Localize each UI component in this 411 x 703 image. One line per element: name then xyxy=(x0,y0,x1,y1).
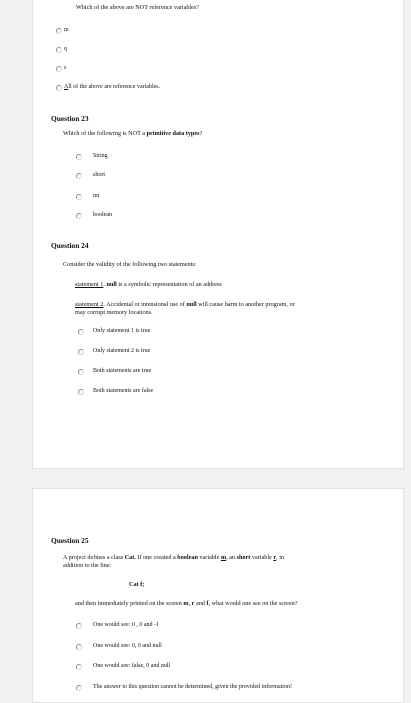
q23-option-string-radio[interactable] xyxy=(76,154,82,160)
q25-prompt-followup: and then immediately printed on the screen m, r and f, what would one see on the screen? xyxy=(75,600,298,607)
q24-option-4-label: Both statements are false xyxy=(93,388,154,394)
q23-option-boolean-label: boolean xyxy=(93,212,112,218)
q25-prompt-line-1: A project defines a class Cat. If one created a boolean variable m, an short variable r, in xyxy=(63,554,285,561)
q24-option-2-radio[interactable] xyxy=(78,349,84,355)
q24-title: Question 24 xyxy=(51,241,89,250)
q25-option-3-radio[interactable] xyxy=(76,664,82,670)
q23-option-short-label: short xyxy=(93,172,105,178)
q25-option-1-radio[interactable] xyxy=(76,623,82,629)
q24-option-4-radio[interactable] xyxy=(78,389,84,395)
q25-prompt-line-2: addition to the line: xyxy=(63,562,112,569)
q23-option-boolean-radio[interactable] xyxy=(76,213,82,219)
q23-prompt: Which of the following is NOT a primitive data types? xyxy=(63,130,203,137)
q25-code-line: Cat f; xyxy=(129,581,145,588)
q22-option-m-radio[interactable] xyxy=(56,28,62,34)
q24-prompt: Consider the validity of the following two statements: xyxy=(63,261,197,268)
q23-option-int-radio[interactable] xyxy=(76,194,82,200)
q24-option-1-radio[interactable] xyxy=(78,329,84,335)
q22-prompt: Which of the above are NOT reference variables? xyxy=(76,4,200,11)
q22-option-all-label: All of the above are reference variables. xyxy=(64,84,161,90)
q24-option-3-radio[interactable] xyxy=(78,369,84,375)
q23-option-string-label: String xyxy=(93,153,108,159)
q22-option-q-label: q xyxy=(64,46,67,52)
q22-option-s-radio[interactable] xyxy=(56,66,62,72)
q25-title: Question 25 xyxy=(51,536,89,545)
q25-option-2-radio[interactable] xyxy=(76,644,82,650)
q25-option-4-radio[interactable] xyxy=(76,685,82,691)
q23-title: Question 23 xyxy=(51,114,89,123)
q24-statement-1: statement 1. null is a symbolic representation of an address xyxy=(75,281,222,288)
q22-option-all-radio[interactable] xyxy=(56,85,62,91)
question-panel-top xyxy=(32,0,404,469)
q24-option-3-label: Both statements are true xyxy=(93,368,152,374)
q25-option-1-label: One would see: 0 , 0 and -1 xyxy=(93,622,159,628)
q24-option-1-label: Only statement 1 is true xyxy=(93,328,151,334)
q22-option-m-label: m xyxy=(64,27,69,33)
q23-option-int-label: int xyxy=(93,193,100,199)
question-panel-bottom xyxy=(32,488,404,703)
q25-option-3-label: One would see: false, 0 and null xyxy=(93,663,171,669)
q25-option-2-label: One would see: 0, 0 and null xyxy=(93,643,162,649)
q23-option-short-radio[interactable] xyxy=(76,173,82,179)
q24-statement-2-continued: may corrupt memory locations. xyxy=(75,309,153,316)
q24-statement-2: statement 2. Accidental or intensional use of null will cause harm to another program, or xyxy=(75,301,295,308)
q25-option-4-label: The answer to this question cannot be determined, given the provided information! xyxy=(93,684,292,690)
q24-option-2-label: Only statement 2 is true xyxy=(93,348,151,354)
q22-option-s-label: s xyxy=(64,65,67,71)
q22-option-q-radio[interactable] xyxy=(56,47,62,53)
